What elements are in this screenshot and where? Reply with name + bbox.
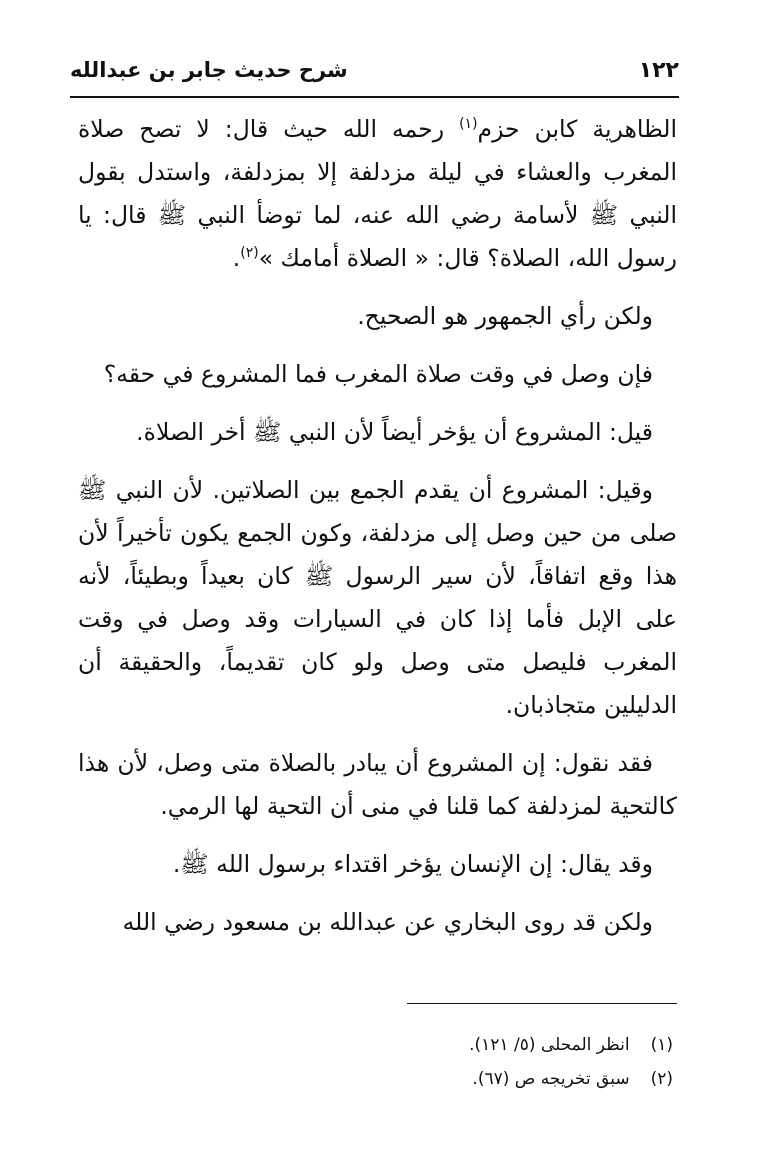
footnote-1-text: انظر المحلى (٥/ ١٢١). — [469, 1035, 630, 1055]
footnote-2-number: (٢) — [650, 1069, 673, 1089]
footnote-ref-1: (١) — [459, 116, 478, 133]
paragraph-8: ولكن قد روى البخاري عن عبدالله بن مسعود رضي الله — [122, 908, 653, 936]
paragraph-2: ولكن رأي الجمهور هو الصحيح. — [357, 302, 653, 330]
footnote-2-text: سبق تخريجه ص (٦٧). — [472, 1069, 630, 1089]
paragraph-1-text: الظاهرية كابن حزم — [477, 115, 677, 143]
paragraph-1-text-cont: رحمه الله حيث قال: لا تصح صلاة المغرب والعشاء في ليلة مزدلفة إلا بمزدلفة، واستدل بقول النبي ﷺ لأسامة رضي الله عنه، لما توضأ النبي ﷺ قال: يا رسول الله، الصلاة؟ قال: « الصلاة أمامك » — [78, 115, 677, 272]
footnote-divider — [407, 1003, 677, 1004]
footnote-1 — [200, 1028, 673, 1062]
paragraph-4: قيل: المشروع أن يؤخر أيضاً لأن النبي ﷺ أخر الصلاة. — [136, 418, 653, 446]
footnotes — [200, 1028, 673, 1096]
paragraph-1-tail: . — [232, 244, 241, 272]
paragraph-3: فإن وصل في وقت صلاة المغرب فما المشروع في حقه؟ — [103, 360, 653, 388]
body-text — [78, 108, 677, 944]
footnote-1-number: (١) — [650, 1035, 673, 1055]
page-number: ١٢٢ — [638, 58, 679, 83]
page-header — [70, 52, 679, 98]
paragraph-1 — [78, 108, 677, 280]
footnote-ref-2: (٢) — [240, 245, 259, 262]
paragraph-5: وقيل: المشروع أن يقدم الجمع بين الصلاتين. لأن النبي ﷺ صلى من حين وصل إلى مزدلفة، وكون الجمع يكون تأخيراً لأن هذا وقع اتفاقاً، لأن سير الرسول ﷺ كان بعيداً وبطيئاً، لأنه على الإبل فأما إذا كان في السيارات وقد وصل في وقت المغرب فليصل متى وصل ولو كان تقديماً، والحقيقة أن الدليلين متجاذبان. — [78, 476, 677, 719]
footnote-2 — [200, 1062, 673, 1096]
running-title: شرح حديث جابر بن عبدالله — [70, 58, 348, 82]
paragraph-6: فقد نقول: إن المشروع أن يبادر بالصلاة متى وصل، لأن هذا كالتحية لمزدلفة كما قلنا في منى أن التحية لها الرمي. — [78, 749, 677, 820]
paragraph-7: وقد يقال: إن الإنسان يؤخر اقتداء برسول الله ﷺ. — [172, 850, 653, 878]
